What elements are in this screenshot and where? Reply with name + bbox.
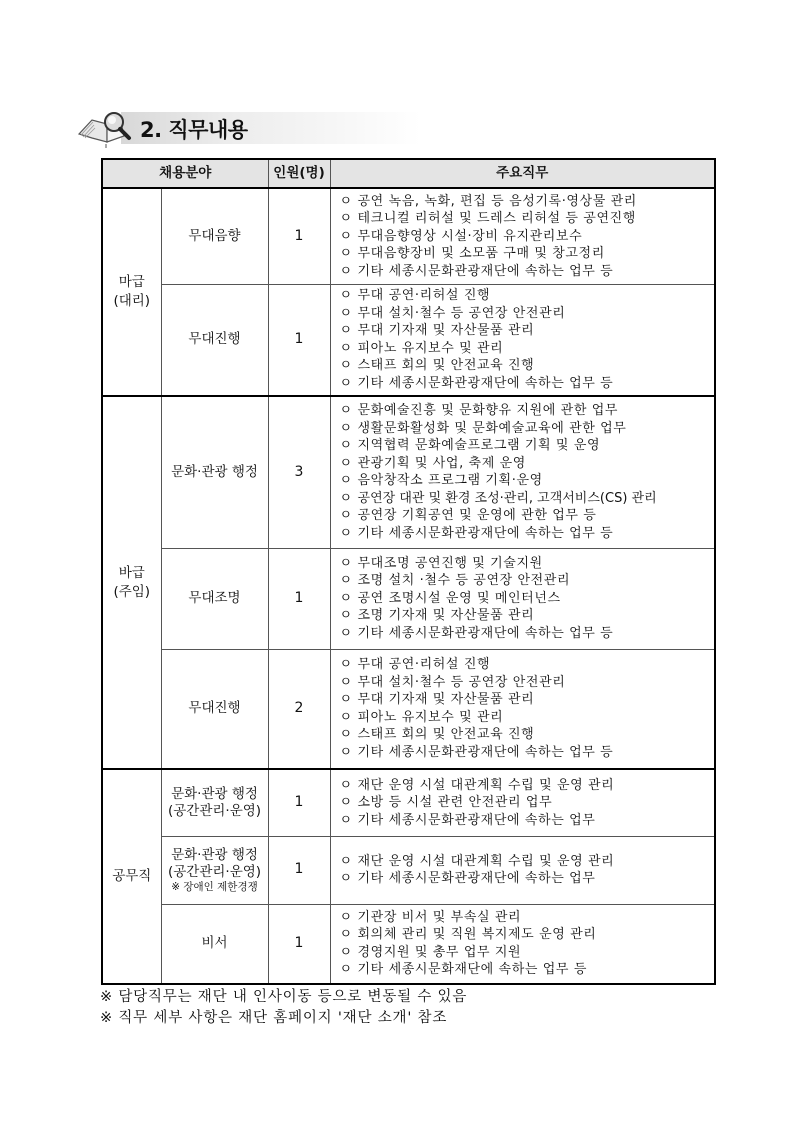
duties-cell bbox=[330, 769, 715, 836]
section-title: 2. 직무내용 bbox=[140, 118, 248, 142]
footnote: ※ 직무 세부 사항은 재단 홈페이지 '재단 소개' 참조 bbox=[100, 1010, 448, 1026]
field-cell: 무대진행 bbox=[161, 649, 268, 769]
bullet-icon: ㅇ bbox=[339, 323, 353, 339]
bullet-icon: ㅇ bbox=[339, 473, 353, 489]
bullet-icon: ㅇ bbox=[339, 403, 353, 419]
bullet-icon: ㅇ bbox=[339, 853, 353, 869]
field-cell: 비서 bbox=[161, 904, 268, 984]
duty-item: ㅇ 공연 조명시설 운영 및 메인터넌스 bbox=[339, 590, 561, 606]
duty-item: ㅇ 음악창작소 프로그램 기획·운영 bbox=[339, 473, 543, 489]
bullet-icon: ㅇ bbox=[339, 795, 353, 810]
table-row bbox=[102, 836, 715, 904]
count-cell: 2 bbox=[268, 649, 330, 769]
duty-item: ㅇ 피아노 유지보수 및 관리 bbox=[339, 340, 504, 356]
footnotes bbox=[100, 987, 467, 1029]
duty-item: ㅇ 무대 설치·철수 등 공연장 안전관리 bbox=[339, 305, 566, 321]
duty-item: ㅇ 조명 설치 ·철수 등 공연장 안전관리 bbox=[339, 573, 571, 589]
duty-item: ㅇ 기관장 비서 및 부속실 관리 bbox=[339, 909, 522, 925]
duties-cell bbox=[330, 904, 715, 984]
duty-item: ㅇ 재단 운영 시설 대관계획 수립 및 운영 관리 bbox=[339, 853, 615, 869]
grade-label: 공무직 bbox=[112, 868, 152, 884]
duty-item: ㅇ 공연장 대관 및 환경 조성·관리, 고객서비스(CS) 관리 bbox=[339, 490, 657, 506]
duty-item: ㅇ 무대조명 공연진행 및 기술지원 bbox=[339, 555, 543, 571]
footnote: ※ 담당직무는 재단 내 인사이동 등으로 변동될 수 있음 bbox=[100, 989, 468, 1005]
duties-cell bbox=[330, 649, 715, 769]
bullet-icon: ㅇ bbox=[339, 909, 353, 925]
duties-cell bbox=[330, 284, 715, 396]
duty-item: ㅇ 무대음향장비 및 소모품 구매 및 창고정리 bbox=[339, 246, 605, 261]
bullet-icon: ㅇ bbox=[339, 590, 353, 606]
table-row bbox=[102, 284, 715, 396]
duty-item: ㅇ 경영지원 및 총무 업무 지원 bbox=[339, 944, 522, 960]
bullet-icon: ㅇ bbox=[339, 674, 353, 690]
duty-item: ㅇ 무대 기자재 및 자산물품 관리 bbox=[339, 692, 535, 708]
bullet-icon: ㅇ bbox=[339, 358, 353, 374]
duty-item: ㅇ 기타 세종시문화재단에 속하는 업무 등 bbox=[339, 962, 587, 978]
header-count: 인원(명) bbox=[268, 159, 330, 188]
table-row bbox=[102, 769, 715, 836]
rank-label: (대리) bbox=[113, 293, 151, 309]
duty-item: ㅇ 무대음향영상 시설·장비 유지관리보수 bbox=[339, 228, 583, 244]
field-cell: 무대진행 bbox=[161, 284, 268, 396]
bullet-icon: ㅇ bbox=[339, 490, 353, 506]
field-cell: 문화·관광 행정 (공간관리·운영) bbox=[161, 769, 268, 836]
field-cell: 문화·관광 행정 bbox=[161, 396, 268, 548]
bullet-icon: ㅇ bbox=[339, 871, 353, 886]
grade-cell bbox=[102, 396, 161, 769]
duty-item: ㅇ 무대 설치·철수 등 공연장 안전관리 bbox=[339, 674, 566, 690]
bullet-icon: ㅇ bbox=[339, 263, 353, 279]
duty-item: ㅇ 스태프 회의 및 안전교육 진행 bbox=[339, 727, 535, 743]
duty-item: ㅇ 문화예술진흥 및 문화향유 지원에 관한 업무 bbox=[339, 403, 619, 419]
header-field: 채용분야 bbox=[102, 159, 268, 188]
duty-item: ㅇ 테크니컬 리허설 및 드레스 리허설 등 공연진행 bbox=[339, 211, 636, 226]
bullet-icon: ㅇ bbox=[339, 525, 353, 541]
duties-cell bbox=[330, 548, 715, 649]
bullet-icon: ㅇ bbox=[339, 744, 353, 760]
table-header-row bbox=[102, 159, 715, 188]
grade-cell bbox=[102, 769, 161, 984]
duty-item: ㅇ 관광기획 및 사업, 축제 운영 bbox=[339, 455, 526, 471]
duty-item: ㅇ 생활문화활성화 및 문화예술교육에 관한 업무 bbox=[339, 420, 627, 436]
duty-item: ㅇ 공연 녹음, 녹화, 편집 등 음성기록·영상물 관리 bbox=[339, 193, 637, 209]
duty-item: ㅇ 기타 세종시문화관광재단에 속하는 업무 등 bbox=[339, 525, 614, 541]
bullet-icon: ㅇ bbox=[339, 709, 353, 725]
duty-item: ㅇ 소방 등 시설 관련 안전관리 업무 bbox=[339, 795, 553, 810]
field-note: ※ 장애인 제한경쟁 bbox=[171, 880, 258, 893]
duty-item: ㅇ 기타 세종시문화관광재단에 속하는 업무 등 bbox=[339, 263, 614, 279]
duty-item: ㅇ 스태프 회의 및 안전교육 진행 bbox=[339, 358, 535, 374]
section-heading bbox=[76, 108, 421, 148]
rank-label: (주임) bbox=[113, 583, 151, 600]
duty-item: ㅇ 무대 공연·리허설 진행 bbox=[339, 288, 491, 304]
grade-label: 마급 bbox=[118, 274, 145, 290]
count-cell: 1 bbox=[268, 904, 330, 984]
grade-cell bbox=[102, 188, 161, 396]
bullet-icon: ㅇ bbox=[339, 962, 353, 978]
bullet-icon: ㅇ bbox=[339, 608, 353, 624]
count-cell: 1 bbox=[268, 769, 330, 836]
duty-item: ㅇ 무대 기자재 및 자산물품 관리 bbox=[339, 323, 535, 339]
bullet-icon: ㅇ bbox=[339, 211, 353, 226]
bullet-icon: ㅇ bbox=[339, 193, 353, 209]
bullet-icon: ㅇ bbox=[339, 573, 353, 589]
bullet-icon: ㅇ bbox=[339, 727, 353, 743]
table-row bbox=[102, 396, 715, 548]
bullet-icon: ㅇ bbox=[339, 438, 353, 454]
field-cell: 문화·관광 행정 (공간관리·운영) ※ 장애인 제한경쟁 bbox=[161, 836, 268, 904]
bullet-icon: ㅇ bbox=[339, 288, 353, 304]
duty-item: ㅇ 기타 세종시문화관광재단에 속하는 업무 등 bbox=[339, 375, 614, 391]
bullet-icon: ㅇ bbox=[339, 375, 353, 391]
duty-item: ㅇ 기타 세종시문화관광재단에 속하는 업무 등 bbox=[339, 744, 614, 760]
bullet-icon: ㅇ bbox=[339, 927, 353, 943]
count-cell: 3 bbox=[268, 396, 330, 548]
bullet-icon: ㅇ bbox=[339, 657, 353, 673]
bullet-icon: ㅇ bbox=[339, 228, 353, 244]
bullet-icon: ㅇ bbox=[339, 692, 353, 708]
duty-item: ㅇ 재단 운영 시설 대관계획 수립 및 운영 관리 bbox=[339, 777, 615, 793]
duties-cell bbox=[330, 396, 715, 548]
bullet-icon: ㅇ bbox=[339, 508, 353, 524]
duty-item: ㅇ 무대 공연·리허설 진행 bbox=[339, 657, 491, 673]
bullet-icon: ㅇ bbox=[339, 305, 353, 321]
job-duties-table bbox=[101, 158, 716, 985]
bullet-icon: ㅇ bbox=[339, 340, 353, 356]
bullet-icon: ㅇ bbox=[339, 455, 353, 471]
duty-item: ㅇ 지역협력 문화예술프로그램 기획 및 운영 bbox=[339, 438, 601, 454]
duties-cell bbox=[330, 188, 715, 284]
count-cell: 1 bbox=[268, 548, 330, 649]
table-row bbox=[102, 904, 715, 984]
bullet-icon: ㅇ bbox=[339, 777, 353, 793]
table-row bbox=[102, 548, 715, 649]
grade-label: 바급 bbox=[118, 564, 145, 581]
field-cell: 무대조명 bbox=[161, 548, 268, 649]
duty-item: ㅇ 피아노 유지보수 및 관리 bbox=[339, 709, 504, 725]
bullet-icon: ㅇ bbox=[339, 944, 353, 960]
table-row bbox=[102, 188, 715, 284]
duty-item: ㅇ 회의체 관리 및 직원 복지제도 운영 관리 bbox=[339, 927, 597, 943]
duty-item: ㅇ 기타 세종시문화관광재단에 속하는 업무 bbox=[339, 812, 596, 828]
bullet-icon: ㅇ bbox=[339, 420, 353, 436]
count-cell: 1 bbox=[268, 284, 330, 396]
duty-item: ㅇ 기타 세종시문화관광재단에 속하는 업무 등 bbox=[339, 625, 614, 641]
bullet-icon: ㅇ bbox=[339, 625, 353, 641]
bullet-icon: ㅇ bbox=[339, 812, 353, 828]
header-duties: 주요직무 bbox=[330, 159, 715, 188]
duty-item: ㅇ 조명 기자재 및 자산물품 관리 bbox=[339, 608, 535, 624]
table-row bbox=[102, 649, 715, 769]
bullet-icon: ㅇ bbox=[339, 555, 353, 571]
count-cell: 1 bbox=[268, 836, 330, 904]
bullet-icon: ㅇ bbox=[339, 246, 353, 261]
duties-cell bbox=[330, 836, 715, 904]
count-cell: 1 bbox=[268, 188, 330, 284]
duty-item: ㅇ 공연장 기획공연 및 운영에 관한 업무 등 bbox=[339, 508, 597, 524]
duty-item: ㅇ 기타 세종시문화관광재단에 속하는 업무 bbox=[339, 871, 596, 886]
field-cell: 무대음향 bbox=[161, 188, 268, 284]
book-magnifier-icon bbox=[76, 108, 138, 148]
